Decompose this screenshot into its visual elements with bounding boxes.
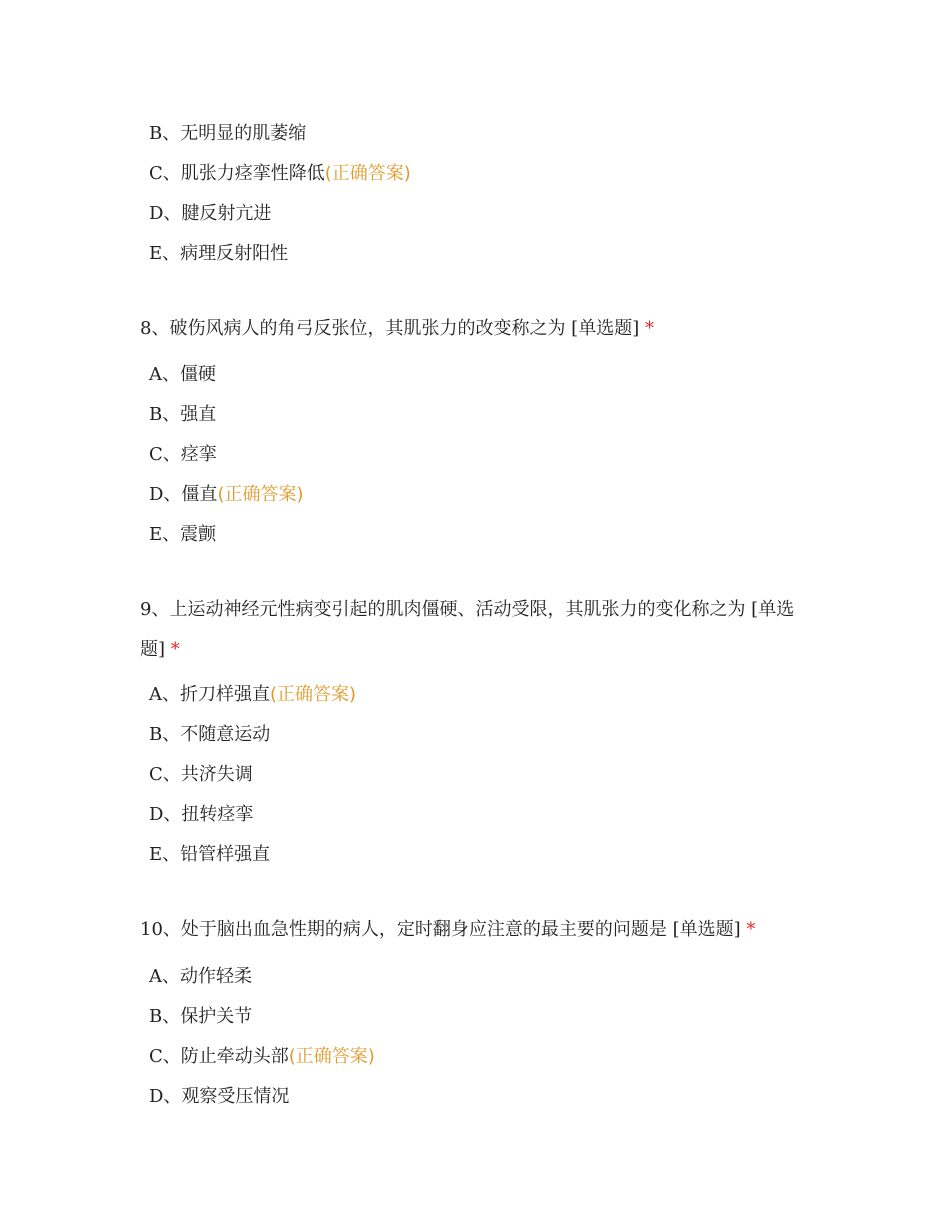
- option-text: E、震颤: [149, 524, 217, 545]
- option-text: D、扭转痉挛: [149, 804, 254, 825]
- q8-option-a: [149, 363, 216, 387]
- option-text: C、共济失调: [149, 764, 253, 785]
- question-9-stem: [140, 590, 800, 670]
- option-text: B、强直: [149, 404, 217, 425]
- option-text: B、无明显的肌萎缩: [149, 123, 307, 144]
- q10-option-d: [149, 1085, 289, 1109]
- q8-option-d: [149, 483, 303, 507]
- q9-option-a: [149, 683, 356, 707]
- correct-answer-tag: (正确答案): [217, 484, 304, 505]
- option-text: B、不随意运动: [149, 724, 271, 745]
- question-10-stem: [140, 910, 800, 950]
- q9-option-c: [149, 763, 253, 787]
- correct-answer-tag: (正确答案): [270, 684, 357, 705]
- question-text: 9、上运动神经元性病变引起的肌肉僵硬、活动受限，其肌张力的变化称之为 [单选题]: [140, 599, 795, 660]
- option-text: A、折刀样强直: [149, 684, 270, 705]
- required-mark: *: [644, 318, 654, 339]
- required-mark: *: [170, 639, 180, 660]
- q8-option-c: [149, 443, 217, 467]
- question-text: 8、破伤风病人的角弓反张位，其肌张力的改变称之为 [单选题]: [140, 318, 640, 339]
- option-text: B、保护关节: [149, 1006, 253, 1027]
- question-text: 10、处于脑出血急性期的病人，定时翻身应注意的最主要的问题是 [单选题]: [140, 919, 741, 940]
- q10-option-c: [149, 1045, 375, 1069]
- q10-option-b: [149, 1005, 252, 1029]
- prev-option-d: [149, 202, 271, 226]
- q9-option-b: [149, 723, 270, 747]
- correct-answer-tag: (正确答案): [324, 163, 411, 184]
- option-text: C、痉挛: [149, 444, 217, 465]
- q9-option-e: [149, 843, 270, 867]
- option-text: A、动作轻柔: [149, 966, 252, 987]
- option-text: E、铅管样强直: [149, 844, 271, 865]
- option-text: A、僵硬: [149, 364, 216, 385]
- option-text: E、病理反射阳性: [149, 243, 289, 264]
- option-text: C、防止牵动头部: [149, 1046, 289, 1067]
- required-mark: *: [746, 919, 756, 940]
- q9-option-d: [149, 803, 253, 827]
- prev-option-b: [149, 122, 306, 146]
- q8-option-b: [149, 403, 216, 427]
- option-text: D、观察受压情况: [149, 1086, 290, 1107]
- q10-option-a: [149, 965, 252, 989]
- prev-option-e: [149, 242, 288, 266]
- correct-answer-tag: (正确答案): [288, 1046, 375, 1067]
- option-text: D、腱反射亢进: [149, 203, 272, 224]
- option-text: C、肌张力痉挛性降低: [149, 163, 325, 184]
- prev-option-c: [149, 162, 411, 186]
- question-8-stem: [140, 309, 800, 349]
- q8-option-e: [149, 523, 216, 547]
- option-text: D、僵直: [149, 484, 218, 505]
